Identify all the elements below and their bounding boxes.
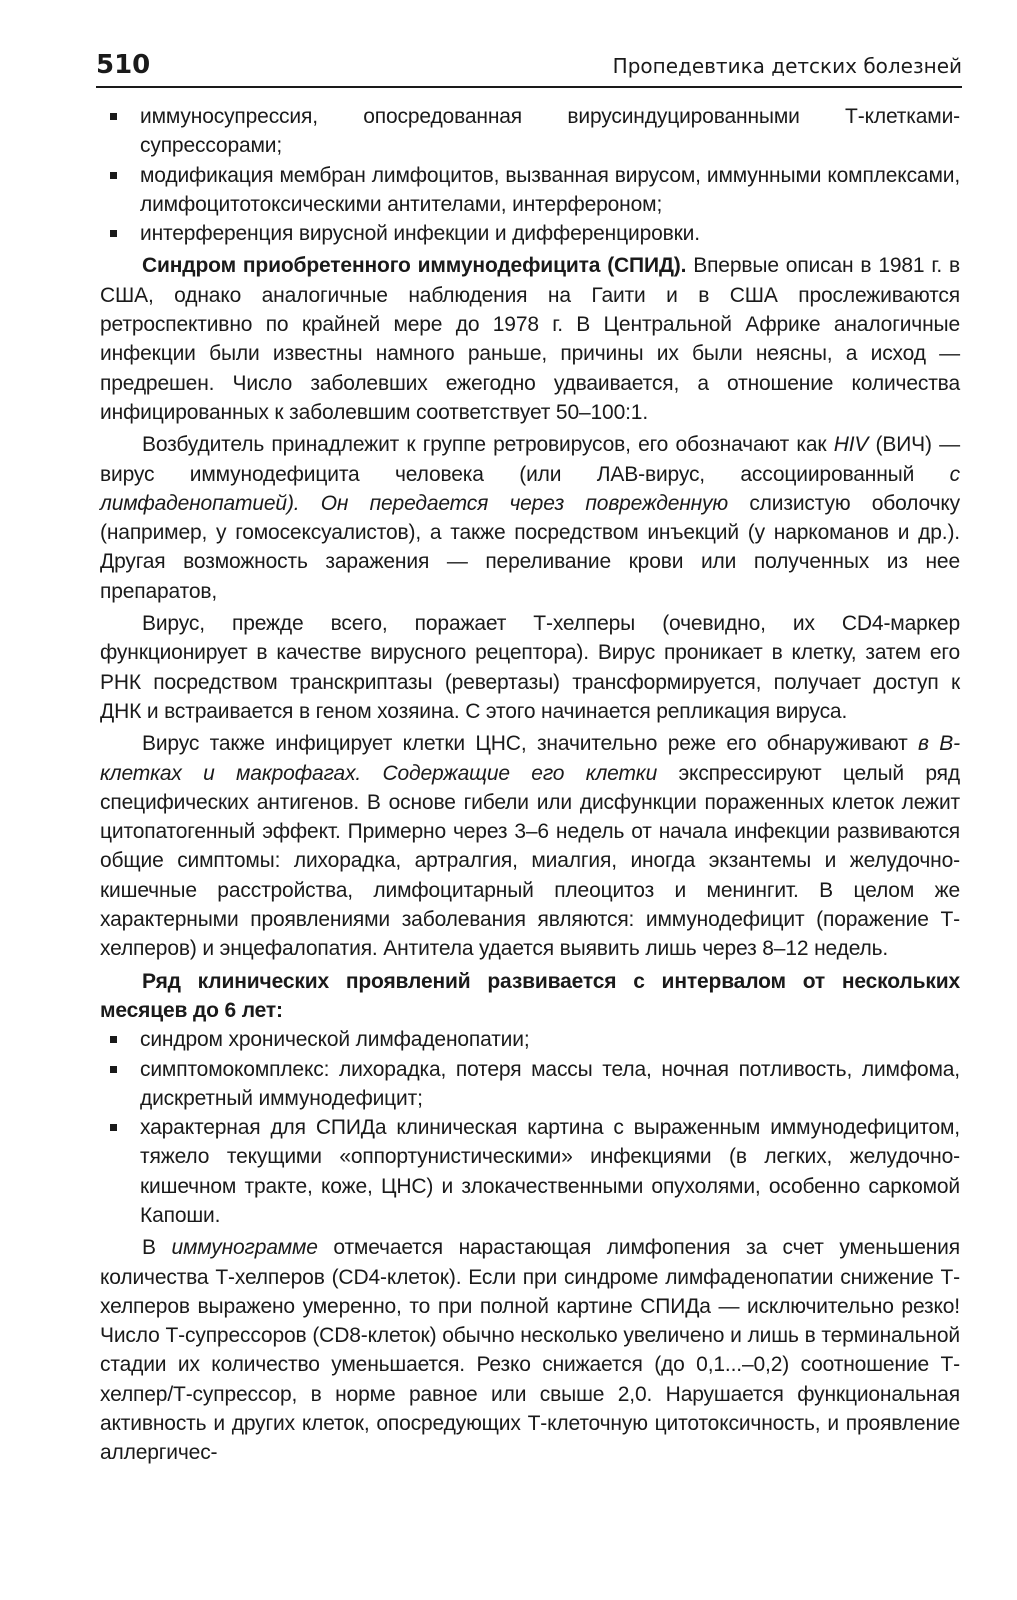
bullet-list-mechanisms bbox=[100, 102, 960, 248]
page-header bbox=[96, 50, 962, 88]
paragraph-text: Вирус также инфицирует клетки ЦНС, значительно реже его обнаруживают bbox=[142, 732, 919, 756]
list-item: симптомокомплекс: лихорадка, потеря массы тела, ночная потливость, лимфома, дискретный иммунодефицит; bbox=[100, 1055, 960, 1114]
paragraph-text: отмечается нарастающая лимфопения за счет уменьшения количества Т-хелперов (CD4-клеток). Если при синдроме лимфаденопатии снижение Т-хелперов выражено умеренно, то при полной картине СПИДа — исключительно резко! Число Т-супрессоров (CD8-клеток) обычно несколько увеличено и лишь в терминальной стадии их количество уменьшается. Резко снижается (до 0,1...–0,2) соотношение Т-хелпер/Т-супрессор, в норме равное или свыше 2,0. Нарушается функциональная активность и других клеток, опосредующих Т-клеточную цитотоксичность, и проявление аллергичес- bbox=[100, 1236, 960, 1465]
paragraph-text: Возбудитель принадлежит к группе ретровирусов, его обозначают как bbox=[142, 433, 834, 457]
body-text bbox=[100, 102, 960, 1471]
paragraph-clinical bbox=[100, 967, 960, 1026]
page-number: 510 bbox=[96, 50, 151, 80]
paragraph-text: экспрессируют целый ряд специфических антигенов. В основе гибели или дисфункции пораженных клеток лежит цитопатогенный эффект. Примерно через 3–6 недель от начала инфекции развиваются общие симптомы: лихорадка, артралгия, миалгия, иногда экзантемы и желудочно-кишечные расстройства, лимфоцитарный плеоцитоз и менингит. В целом же характерными проявлениями заболевания являются: иммунодефицит (поражение Т-хелперов) и энцефалопатия. Антитела удается выявить лишь через 8–12 недель. bbox=[100, 761, 960, 961]
paragraph-text: (ВИЧ) — вирус иммунодефицита человека (или ЛАВ-вирус, ассоциированный bbox=[100, 433, 960, 486]
italic-term: HIV bbox=[833, 433, 869, 457]
paragraph-text: слизистую оболочку (например, у гомосексуалистов), а также посредством инъекций (у наркоманов и др.). Другая возможность заражения — переливание крови или полученных из нее препаратов, bbox=[100, 491, 960, 603]
list-item: синдром хронической лимфаденопатии; bbox=[100, 1025, 960, 1054]
paragraph-text: В bbox=[142, 1236, 172, 1260]
paragraph-helpers: Вирус, прежде всего, поражает Т-хелперы (очевидно, их CD4-маркер функционирует в качестве вирусного рецептора). Вирус проникает в клетку, затем его РНК посредством транскриптазы (ревертазы) трансформируется, получает доступ к ДНК и встраивается в геном хозяина. С этого начинается репликация вируса. bbox=[100, 612, 960, 723]
paragraph-immunogram bbox=[100, 1233, 960, 1467]
italic-term: с лимфаденопатией). Он передается через поврежденную bbox=[100, 462, 960, 515]
paragraph-agent bbox=[100, 430, 960, 606]
italic-term: в В-клетках и макрофагах. Содержащие его клетки bbox=[100, 732, 960, 785]
list-item: модификация мембран лимфоцитов, вызванная вирусом, иммунными комплексами, лимфоцитотоксическими антителами, интерфероном; bbox=[100, 161, 960, 220]
list-item: характерная для СПИДа клиническая картина с выраженным иммунодефицитом, тяжело текущими «оппортунистическими» инфекциями (в легких, желудочно-кишечном тракте, коже, ЦНС) и злокачественными опухолями, особенно саркомой Капоши. bbox=[100, 1113, 960, 1230]
paragraph-aids bbox=[100, 251, 960, 427]
running-title: Пропедевтика детских болезней bbox=[612, 54, 962, 78]
paragraph-cns bbox=[100, 729, 960, 963]
bullet-list-clinical bbox=[100, 1025, 960, 1230]
list-item: интерференция вирусной инфекции и дифференцировки. bbox=[100, 219, 960, 248]
paragraph-text: Впервые описан в 1981 г. в США, однако аналогичные наблюдения на Гаити и в США прослеживаются ретроспективно по крайней мере до 1978 г. В Центральной Африке аналогичные инфекции были известны намного раньше, причины их были неясны, а исход — предрешен. Число заболевших ежегодно удваивается, а отношение количества инфицированных к заболевшим соответствует 50–100:1. bbox=[100, 254, 960, 424]
italic-term: иммунограмме bbox=[171, 1236, 318, 1260]
clinical-heading: Ряд клинических проявлений развивается с интервалом от нескольких месяцев до 6 лет: bbox=[100, 969, 960, 1022]
aids-heading: Синдром приобретенного иммунодефицита (СПИД). bbox=[142, 254, 687, 278]
list-item: иммуносупрессия, опосредованная вирусиндуцированными Т-клетками-супрессорами; bbox=[100, 102, 960, 161]
